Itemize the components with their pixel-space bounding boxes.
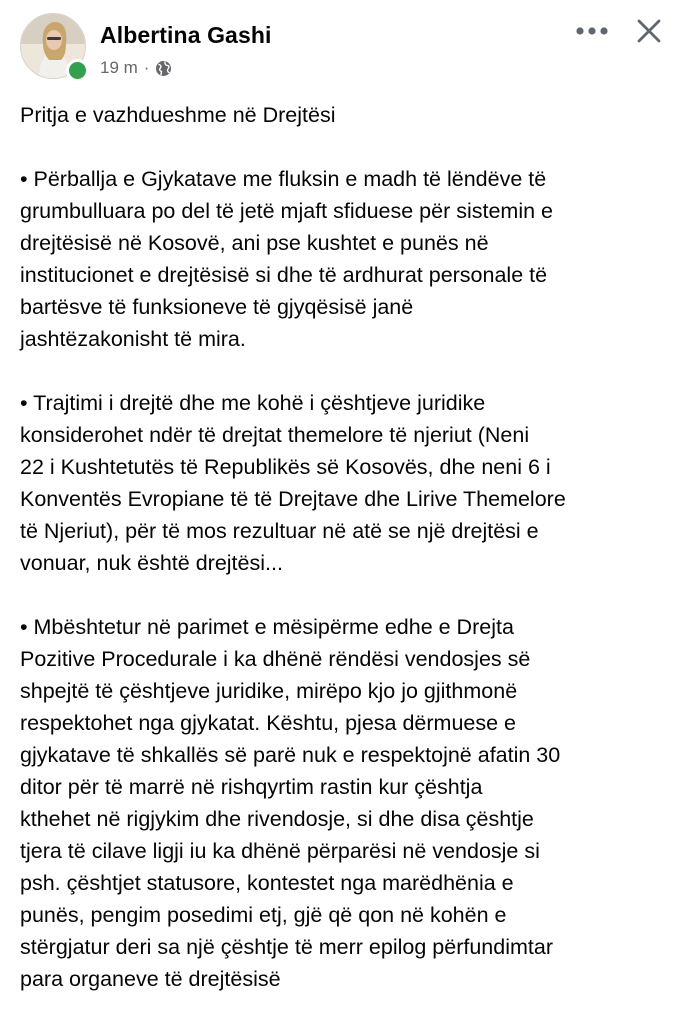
post-header xyxy=(0,0,683,90)
close-button[interactable] xyxy=(634,16,664,46)
post-title-line: Pritja e vazhdueshme në Drejtësi xyxy=(20,103,336,127)
more-icon xyxy=(575,26,609,36)
author-name[interactable]: Albertina Gashi xyxy=(100,22,272,48)
globe-icon[interactable] xyxy=(155,60,172,77)
meta-separator: · xyxy=(143,58,150,77)
more-options-button[interactable] xyxy=(574,18,610,44)
post-paragraph: • Përballja e Gjykatave me fluksin e madh të lëndëve të grumbulluara po del të jetë mjaft sfiduese për sistemin e drejtësisë në Kosovë, ani pse kushtet e punës në institucionet e drejtësisë si dhe të ardhurat personale të bartësve të funksioneve të gjyqësisë janë jashtëzakonisht të mira. xyxy=(20,167,553,351)
close-icon xyxy=(636,18,662,44)
post-paragraph: • Mbështetur në parimet e mësipërme edhe e Drejta Pozitive Procedurale i ka dhënë rëndësi vendosjes së shpejtë të çështjeve juridike, mirëpo kjo jo gjithmonë respektohet nga gjykatat. Kështu, pjesa dërmuese e gjykatave të shkallës së parë nuk e respektojnë afatin 30 ditor për të marrë në rishqyrtim rastin kur çështja kthehet në rigjykim dhe rivendosje, si dhe disa çështje tjera të cilave ligji iu ka dhënë përparësi në vendosje si psh. çështjet statusore, kontestet nga marëdhënia e punës, pengim posedimi etj, gjë që qon në kohën e stërgjatur deri sa një çështje të merr epilog përfundimtar para organeve të drejtësisë xyxy=(20,615,561,991)
post-meta xyxy=(100,58,172,78)
post-timestamp[interactable]: 19 m xyxy=(100,58,138,77)
post-body xyxy=(20,99,670,1027)
author-avatar[interactable] xyxy=(20,13,86,79)
post-paragraph: • Trajtimi i drejtë dhe me kohë i çështjeve juridike konsiderohet ndër të drejtat themelore të njeriut (Neni 22 i Kushtetutës të Republikës së Kosovës, dhe neni 6 i Konventës Evropiane të të Drejtave dhe Lirive Themelore të Njeriut), për të mos rezultuar në atë se një drejtësi e vonuar, nuk është drejtësi... xyxy=(20,391,566,575)
online-status-indicator xyxy=(66,59,89,82)
